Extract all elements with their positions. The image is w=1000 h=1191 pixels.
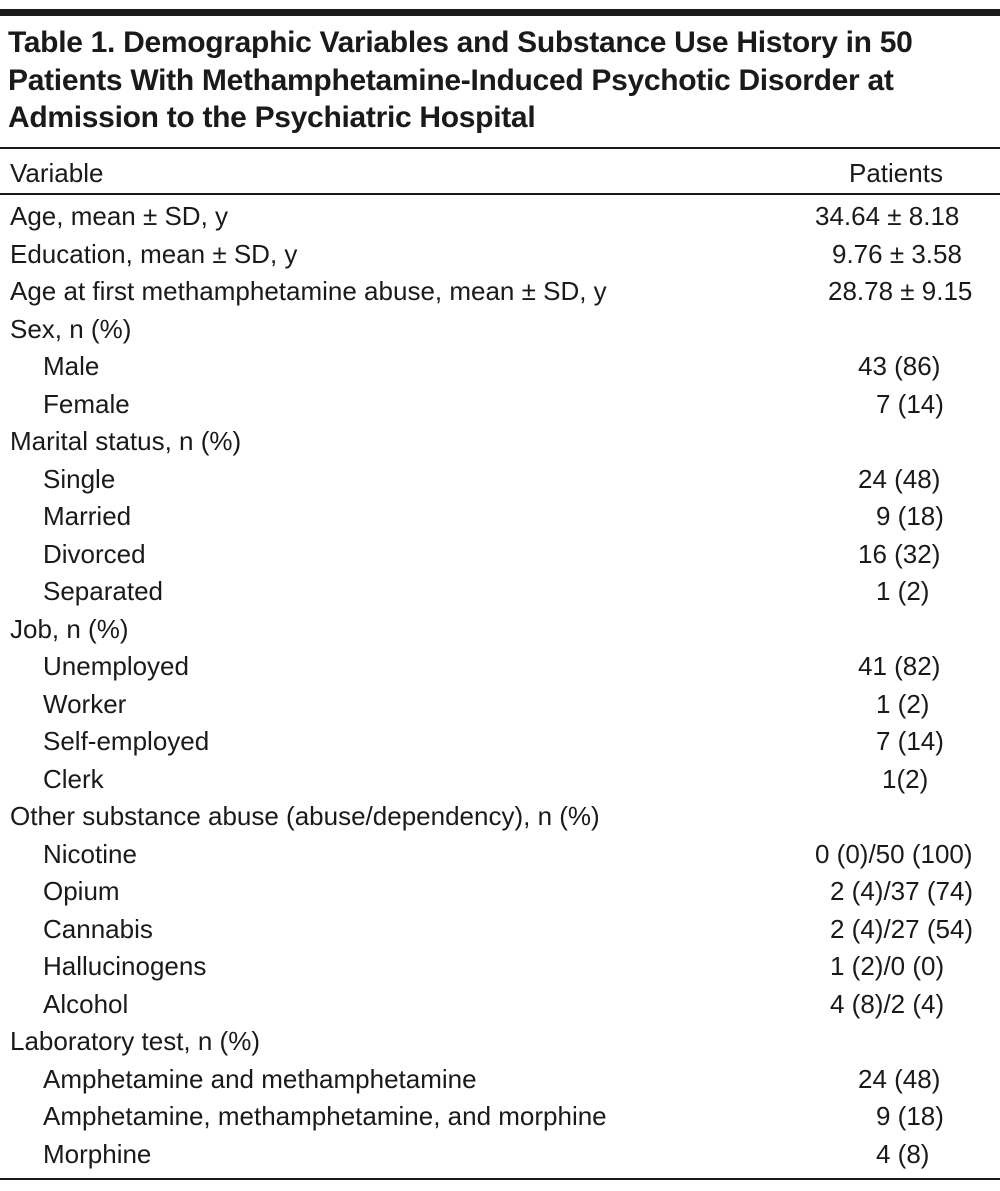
row-label: Age at first methamphetamine abuse, mean ± SD, y	[10, 276, 607, 306]
row-label: Job, n (%)	[10, 613, 129, 644]
row-label: Morphine	[43, 1138, 152, 1169]
row-label: Self-employed	[43, 726, 210, 756]
row-label: Separated	[43, 576, 163, 606]
row-label: Male	[43, 351, 100, 381]
row-value: 7 (14)	[876, 726, 944, 756]
row-label: Other substance abuse (abuse/dependency), n (%)	[10, 801, 600, 831]
table-row	[0, 386, 1000, 424]
row-value: 1(2)	[882, 763, 929, 794]
table-row	[0, 1023, 1000, 1061]
table-row	[0, 1098, 1000, 1136]
row-value: 9.76 ± 3.58	[832, 238, 962, 269]
row-label: Opium	[43, 876, 120, 906]
table-row	[0, 948, 1000, 986]
table-header	[0, 155, 1000, 193]
row-label: Cannabis	[43, 913, 153, 944]
row-value: 2 (4)/37 (74)	[830, 876, 974, 906]
table-row	[0, 986, 1000, 1024]
header-variable: Variable	[10, 158, 104, 188]
row-label: Worker	[43, 688, 127, 719]
header-patients: Patients	[849, 158, 943, 188]
table-row	[0, 611, 1000, 649]
table-row	[0, 423, 1000, 461]
table-row	[0, 761, 1000, 799]
table-row	[0, 198, 1000, 236]
bottom-rule	[0, 1178, 1000, 1180]
row-value: 24 (48)	[858, 1063, 941, 1094]
table-row	[0, 723, 1000, 761]
row-label: Sex, n (%)	[10, 313, 132, 344]
row-label: Clerk	[43, 763, 104, 794]
top-rule	[0, 9, 1000, 16]
table-row	[0, 461, 1000, 499]
table-row	[0, 311, 1000, 349]
table-row	[0, 348, 1000, 386]
row-label: Amphetamine, methamphetamine, and morphine	[43, 1101, 607, 1131]
row-label: Laboratory test, n (%)	[10, 1026, 260, 1056]
row-value: 28.78 ± 9.15	[828, 276, 973, 306]
row-label: Nicotine	[43, 838, 137, 869]
table-row	[0, 573, 1000, 611]
table-row	[0, 648, 1000, 686]
row-label: Amphetamine and methamphetamine	[43, 1063, 477, 1094]
row-label: Age, mean ± SD, y	[10, 201, 229, 231]
row-value: 9 (18)	[876, 501, 944, 531]
row-value: 9 (18)	[876, 1101, 944, 1131]
row-value: 2 (4)/27 (54)	[830, 913, 974, 944]
table-row	[0, 873, 1000, 911]
row-label: Unemployed	[43, 651, 189, 681]
title-rule	[0, 147, 1000, 149]
row-value: 34.64 ± 8.18	[815, 201, 960, 231]
table-row	[0, 686, 1000, 724]
row-value: 1 (2)	[876, 688, 930, 719]
row-value: 0 (0)/50 (100)	[815, 838, 973, 869]
row-value: 7 (14)	[876, 388, 944, 419]
table-row	[0, 798, 1000, 836]
row-label: Divorced	[43, 538, 146, 569]
table-row	[0, 836, 1000, 874]
row-value: 16 (32)	[858, 538, 941, 569]
row-value: 24 (48)	[858, 463, 941, 494]
table-row	[0, 536, 1000, 574]
row-value: 43 (86)	[858, 351, 941, 381]
row-value: 1 (2)/0 (0)	[830, 951, 945, 981]
row-label: Single	[43, 463, 116, 494]
row-value: 4 (8)	[876, 1138, 930, 1169]
row-label: Marital status, n (%)	[10, 426, 242, 456]
row-label: Hallucinogens	[43, 951, 207, 981]
row-label: Alcohol	[43, 988, 129, 1019]
table-row	[0, 1061, 1000, 1099]
table-title: Table 1. Demographic Variables and Substance Use History in 50 Patients With Methamphetamine-Induced Psychotic Disorder at Admission to the Psychiatric Hospital	[8, 26, 913, 134]
row-value: 4 (8)/2 (4)	[830, 988, 945, 1019]
table-row	[0, 911, 1000, 949]
row-value: 1 (2)	[876, 576, 930, 606]
table-row	[0, 1136, 1000, 1174]
table-row	[0, 498, 1000, 536]
table-row	[0, 236, 1000, 274]
row-label: Education, mean ± SD, y	[10, 238, 298, 269]
row-value: 41 (82)	[858, 651, 941, 681]
table-row	[0, 273, 1000, 311]
row-label: Married	[43, 501, 132, 531]
header-rule	[0, 193, 1000, 195]
row-label: Female	[43, 388, 130, 419]
